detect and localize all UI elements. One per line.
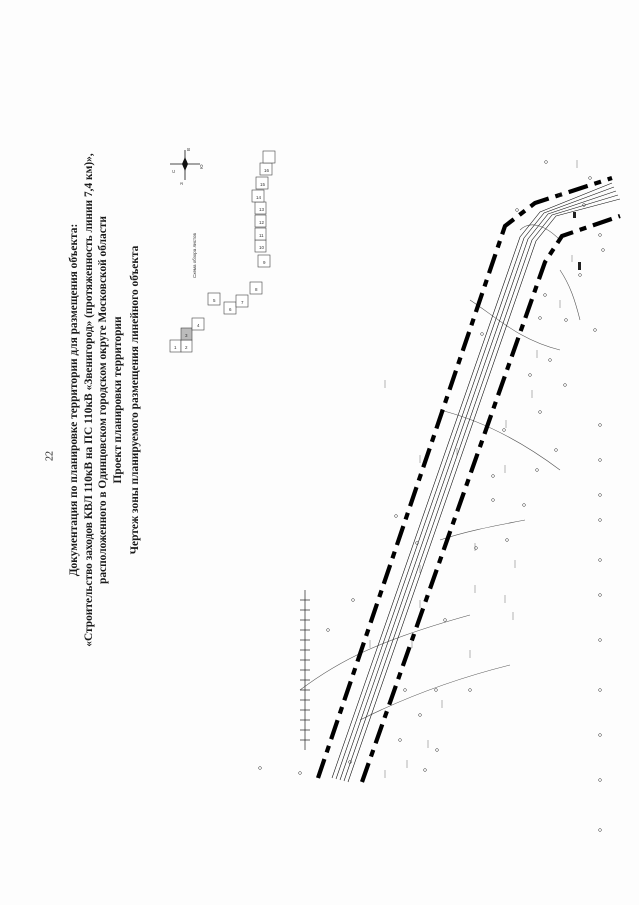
compass-north: С: [171, 169, 176, 173]
planned-zone-boundary: [318, 178, 620, 782]
sheet-number: 1: [174, 345, 177, 350]
sheet-number: 15: [260, 182, 266, 187]
right-edge-pole: [573, 212, 581, 270]
sheet-scheme-caption: Схема обзора листов: [192, 233, 197, 278]
sheet-number: 14: [256, 195, 262, 200]
sheet-number: 6: [229, 307, 232, 312]
terrain-contours: [300, 225, 580, 720]
compass-icon: [170, 148, 204, 185]
page-number: 22: [44, 451, 56, 461]
sheet-number: 5: [213, 298, 216, 303]
compass-west: З: [179, 182, 184, 185]
sheet-numbers: [174, 168, 270, 350]
title-line-4: Проект планировки территории: [111, 316, 124, 484]
compass-south: Ю: [199, 164, 204, 169]
sheet-number: 10: [259, 245, 265, 250]
sheet-number: 13: [259, 207, 265, 212]
survey-points: [259, 161, 605, 832]
sheet-number: 11: [259, 233, 264, 238]
sheet-number: 4: [197, 323, 200, 328]
sheet-number: 3: [185, 333, 188, 338]
sheet-number: 2: [185, 345, 188, 350]
power-line-corridor: [332, 183, 620, 782]
sheet-number: 9: [263, 260, 266, 265]
sheet-number: 12: [259, 220, 265, 225]
title-line-5: Чертеж зоны планируемого размещения линейного объекта: [129, 245, 142, 555]
title-line-3: расположенного в Одинцовском городском округе Московской области: [97, 216, 110, 584]
road-line: [300, 590, 310, 750]
compass-east: В: [186, 147, 191, 151]
sheet-number: 7: [241, 300, 244, 305]
sheet-number: 16: [264, 168, 270, 173]
title-line-1: Документация по планировке территории для размещения объекта:: [68, 223, 81, 577]
sheet-number: 8: [255, 287, 258, 292]
title-line-2: «Строительство заходов КВЛ 110кВ на ПС 110кВ «Звенигород» (протяженность линии 7,4 км)»,: [82, 153, 95, 647]
